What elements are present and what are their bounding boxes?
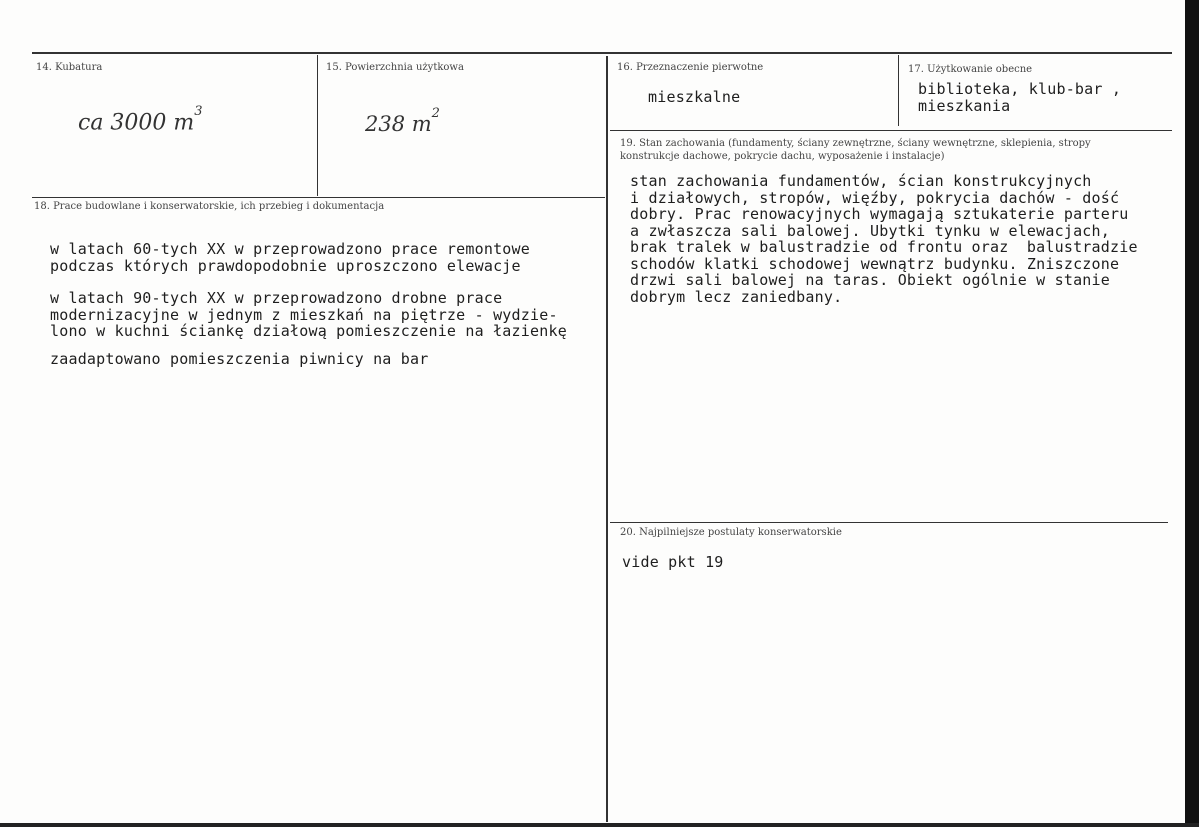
field-19-value: stan zachowania fundamentów, ścian konstrukcyjnych i działowych, stropów, więźby, pokrycia dachów - dość dobry. Prac renowacyjnych wymagają sztukaterie parteru a zwłaszcza sali balowej. Ubytki tynku w elewacjach, brak tralek w balustradzie od frontu oraz balustradzie schodów klatki schodowej wewnątrz budynku. Zniszczone drzwi sali balowej na taras. Obiekt ogólnie w stanie dobrym lecz zaniedbany. xyxy=(630,172,1138,306)
field-16-value: mieszkalne xyxy=(648,88,741,106)
field-15-value xyxy=(365,106,440,136)
field-14-exponent: 3 xyxy=(194,104,203,119)
field-14-value xyxy=(78,104,203,136)
field-19-label: 19. Stan zachowania (fundamenty, ściany zewnętrzne, ściany wewnętrzne, sklepienia, stropy konstrukcje dachowe, pokrycie dachu, wyposażenie i instalacje) xyxy=(620,138,1091,162)
rule-above-19 xyxy=(610,130,1172,131)
field-14-label: 14. Kubatura xyxy=(36,62,103,73)
scan-edge-right xyxy=(1185,0,1199,827)
field-17-label: 17. Użytkowanie obecne xyxy=(908,64,1033,75)
field-20-value: vide pkt 19 xyxy=(622,553,724,571)
field-18-paragraph-1: w latach 60-tych XX w przeprowadzono prace remontowe podczas których prawdopodobnie uproszczono elewacje xyxy=(50,240,530,275)
field-18-paragraph-2: w latach 90-tych XX w przeprowadzono drobne prace modernizacyjne w jednym z mieszkań na piętrze - wydzie- lono w kuchni ściankę działową pomieszczenie na łazienkę xyxy=(50,289,567,340)
field-15-exponent: 2 xyxy=(431,106,440,121)
field-15-text: 238 m xyxy=(365,112,432,136)
divider-16-17 xyxy=(898,55,899,126)
field-18-paragraph-3: zaadaptowano pomieszczenia piwnicy na bar xyxy=(50,350,429,368)
top-rule xyxy=(32,52,1172,54)
rule-above-20 xyxy=(610,522,1168,523)
field-17-value: biblioteka, klub-bar , mieszkania xyxy=(918,80,1122,115)
divider-14-15 xyxy=(317,55,318,196)
field-15-label: 15. Powierzchnia użytkowa xyxy=(326,62,464,73)
field-16-label: 16. Przeznaczenie pierwotne xyxy=(617,62,764,73)
field-18-label: 18. Prace budowlane i konserwatorskie, ich przebieg i dokumentacja xyxy=(34,201,385,212)
field-20-label: 20. Najpilniejsze postulaty konserwatorskie xyxy=(620,527,842,538)
scan-edge-bottom xyxy=(0,823,1199,827)
center-divider xyxy=(606,56,608,822)
field-14-text: ca 3000 m xyxy=(78,110,195,136)
rule-above-18 xyxy=(32,197,605,198)
